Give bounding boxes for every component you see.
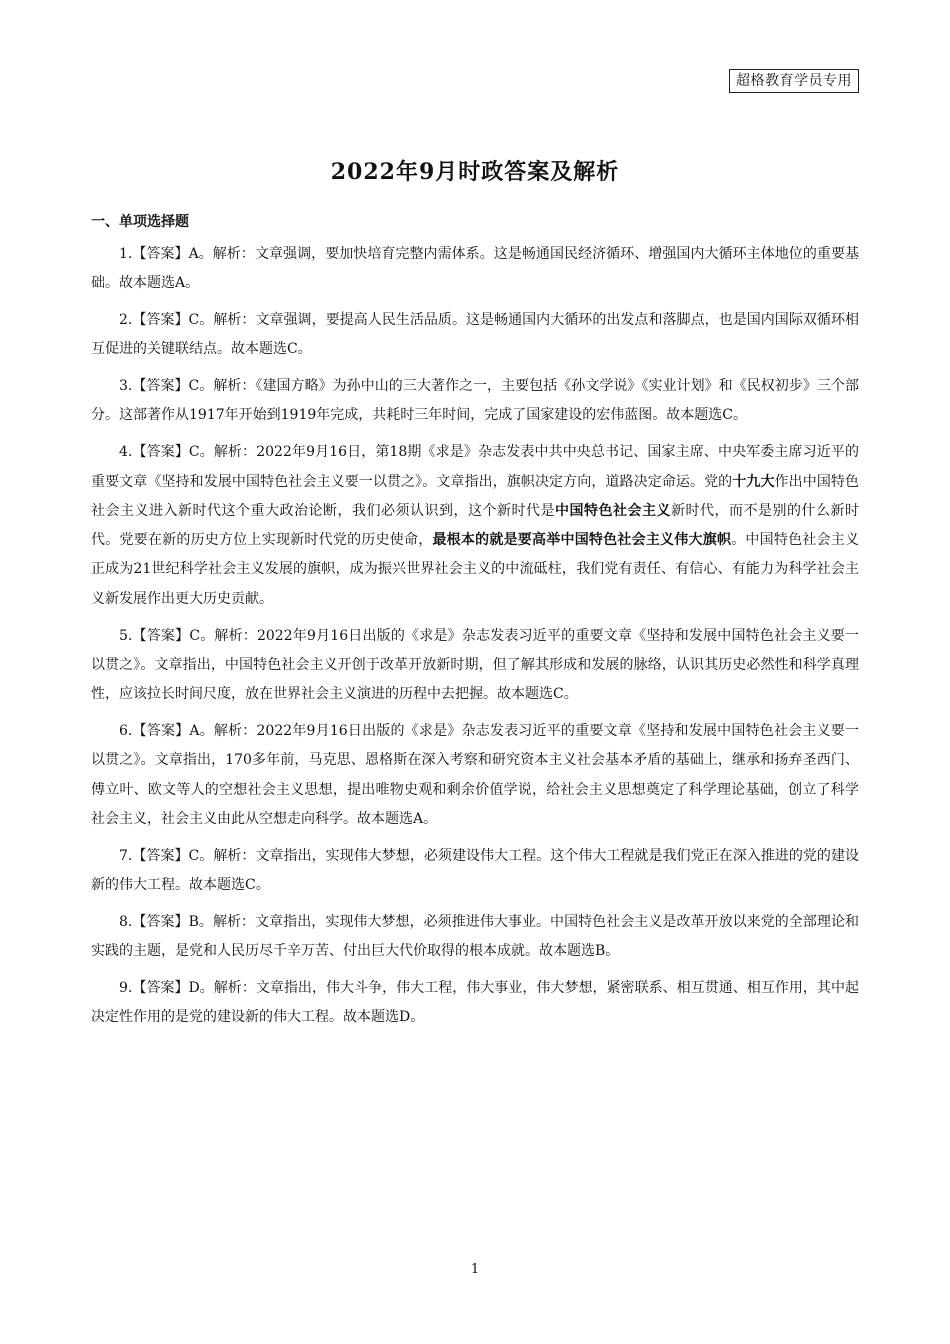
answer-item-4-text: 作出中国特色社会主义进入新时代这个重大政治论断，我们必须认识到，这个新时代是 [91, 473, 860, 519]
answer-list [91, 240, 859, 1040]
answer-item-4-text: 新时代，而不是别的什么新时代。党要在新的历史方位上实现新时代党的历史使命， [91, 502, 859, 549]
page-number: 1 [470, 1262, 480, 1277]
document-title: 2022年9月时政答案及解析 [330, 159, 620, 185]
answer-item-2: 2.【答案】C。解析：文章强调，要提高人民生活品质。这是畅通国内大循环的出发点和落脚点，也是国内国际双循环相互促进的关键联结点。故本题选C。 [91, 312, 859, 358]
answer-item-1: 1.【答案】A。解析：文章强调，要加快培育完整内需体系。这是畅通国民经济循环、增强国内大循环主体地位的重要基础。故本题选A。 [91, 246, 859, 292]
answer-item-4 [91, 438, 859, 614]
highlight-text: 中国特色社会主义 [555, 502, 671, 519]
section-heading: 一、单项选择题 [91, 214, 189, 230]
highlight-text: 最根本的就是要高举中国特色社会主义伟大旗帜 [432, 532, 732, 549]
highlight-text: 十九大 [732, 473, 775, 490]
answer-item-4-text: 。中国特色社会主义正成为21世纪科学社会主义发展的旗帜，成为振兴世界社会主义的中流砥柱，我们党有责任、有信心、有能力为科学社会主义新发展作出更大历史贡献。 [91, 532, 860, 607]
answer-item-5: 5.【答案】C。解析：2022年9月16日出版的《求是》杂志发表习近平的重要文章《坚持和发展中国特色社会主义要一以贯之》。文章指出，中国特色社会主义开创于改革开放新时期，但了解其形成和发展的脉络，认识其历史必然性和科学真理性，应该拉长时间尺度，放在世界社会主义演进的历程中去把握。故本题选C。 [91, 627, 859, 703]
answer-item-6: 6.【答案】A。解析：2022年9月16日出版的《求是》杂志发表习近平的重要文章《坚持和发展中国特色社会主义要一以贯之》。文章指出，170多年前，马克思、恩格斯在深入考察和研究资本主义社会基本矛盾的基础上，继承和扬弃圣西门、傅立叶、欧文等人的空想社会主义思想，提出唯物史观和剩余价值学说，给社会主义思想奠定了科学理论基础，创立了科学社会主义，社会主义由此从空想走向科学。故本题选A。 [91, 722, 859, 827]
answer-item-8: 8.【答案】B。解析：文章指出，实现伟大梦想，必须推进伟大事业。中国特色社会主义是改革开放以来党的全部理论和实践的主题，是党和人民历尽千辛万苦、付出巨大代价取得的根本成就。故本题选B。 [91, 913, 859, 960]
student-only-badge: 超格教育学员专用 [729, 69, 859, 93]
answer-item-4-text: 4.【答案】C。解析：2022年9月16日，第18期《求是》杂志发表中共中央总书记、国家主席、中央军委主席习近平的重要文章《坚持和发展中国特色社会主义要一以贯之》。文章指出，旗帜决定方向，道路决定命运。党的 [91, 444, 859, 490]
answer-item-7: 7.【答案】C。解析：文章指出，实现伟大梦想，必须建设伟大工程。这个伟大工程就是我们党正在深入推进的党的建设新的伟大工程。故本题选C。 [91, 847, 859, 893]
answer-item-9: 9.【答案】D。解析：文章指出，伟大斗争，伟大工程，伟大事业，伟大梦想，紧密联系、相互贯通、相互作用，其中起决定性作用的是党的建设新的伟大工程。故本题选D。 [91, 979, 859, 1026]
answer-item-3: 3.【答案】C。解析：《建国方略》为孙中山的三大著作之一，主要包括《孙文学说》《实业计划》和《民权初步》三个部分。这部著作从1917年开始到1919年完成，共耗时三年时间，完成了国家建设的宏伟蓝图。故本题选C。 [91, 378, 859, 424]
